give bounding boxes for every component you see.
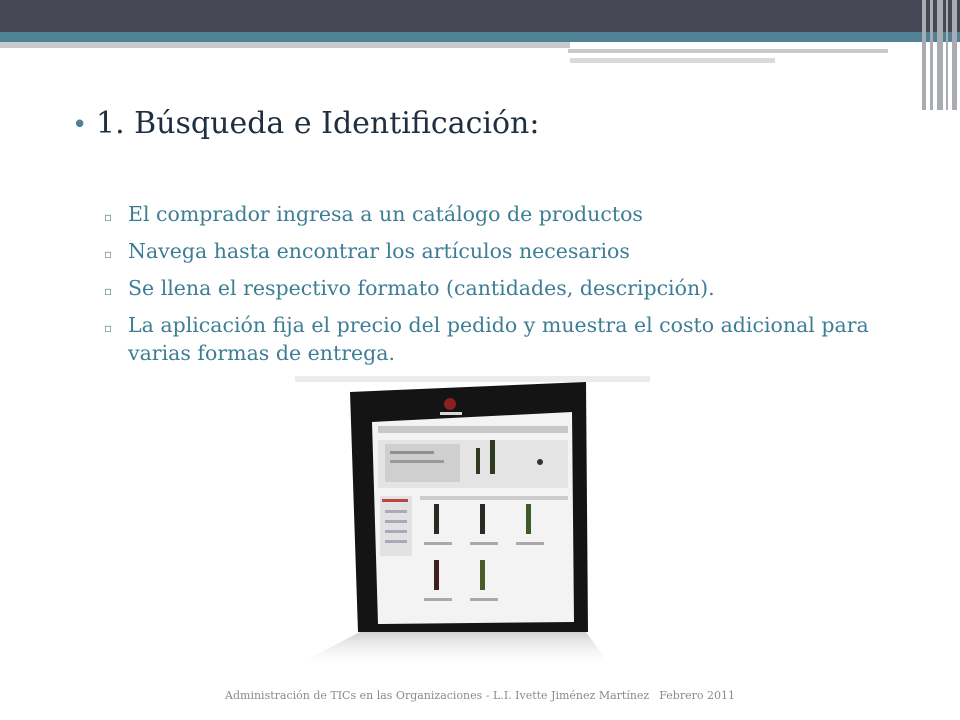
slide-title: 1. Búsqueda e Identificación: [96, 106, 540, 141]
slide-footer [0, 684, 960, 703]
list-item [104, 200, 884, 231]
list-item [104, 274, 884, 305]
header-gray-bar [0, 42, 570, 48]
corner-stripes [920, 0, 960, 110]
list-item [104, 311, 884, 367]
sub-bullet-icon: ▫ [104, 284, 113, 298]
sub-bullet-icon: ▫ [104, 210, 113, 224]
title-bullet: • [72, 110, 88, 140]
header-accent-line [568, 49, 888, 53]
footer-date: Febrero 2011 [659, 689, 735, 702]
catalog-screenshot-image [290, 370, 660, 670]
slide-title-row [72, 106, 539, 141]
list-item [104, 237, 884, 268]
sub-bullet-icon: ▫ [104, 321, 113, 335]
list-item-text: La aplicación fija el precio del pedido y muestra el costo adicional para varias formas de entrega. [128, 313, 869, 365]
header-accent-line-2 [570, 58, 775, 63]
list-item-text: El comprador ingresa a un catálogo de productos [128, 202, 643, 226]
footer-course: Administración de TICs en las Organizaciones - L.I. Ivette Jiménez Martínez [225, 689, 650, 702]
sub-bullet-icon: ▫ [104, 247, 113, 261]
header-dark-bar [0, 0, 960, 32]
header-teal-bar [0, 32, 960, 42]
list-item-text: Se llena el respectivo formato (cantidades, descripción). [128, 276, 715, 300]
list-item-text: Navega hasta encontrar los artículos necesarios [128, 239, 630, 263]
bullet-list [104, 200, 884, 373]
